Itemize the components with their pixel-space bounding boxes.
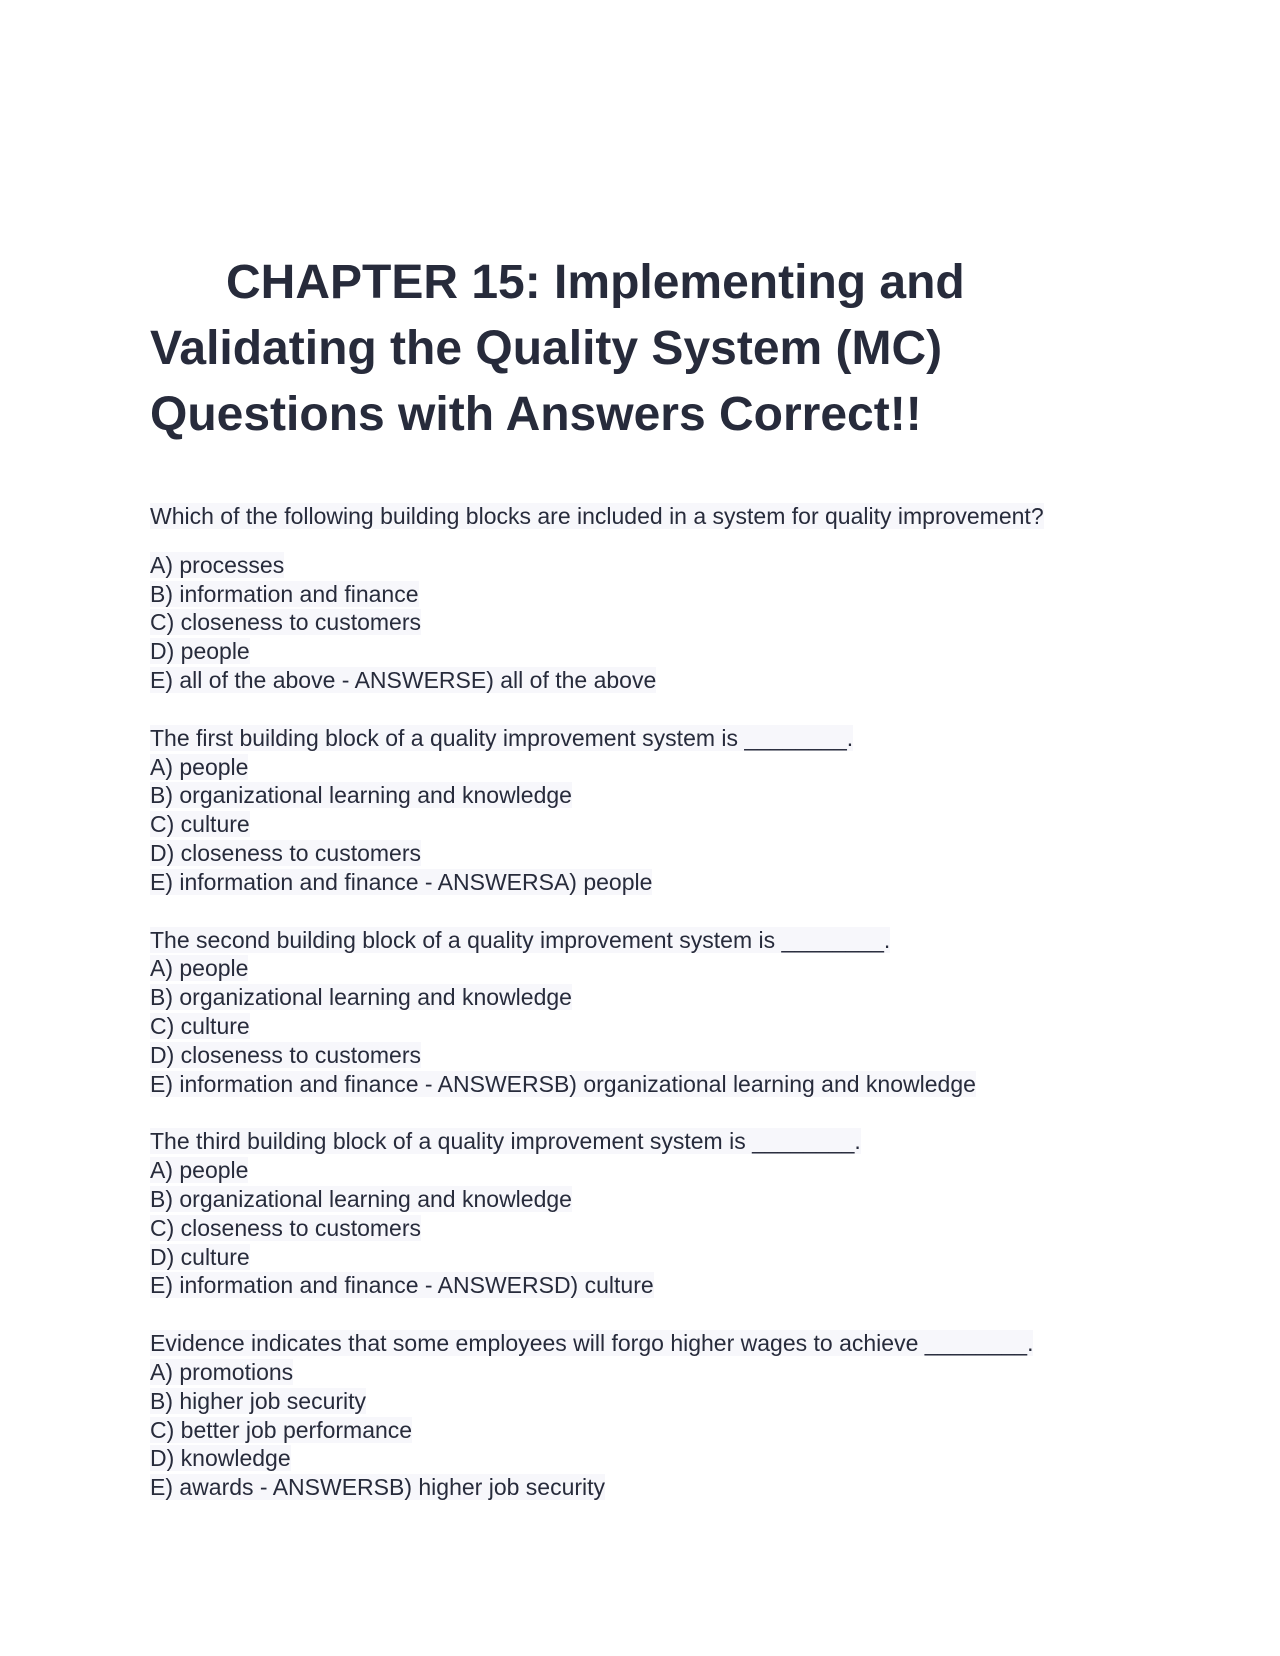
question-block [150,1127,1160,1300]
question-line: The first building block of a quality improvement system is ________. [150,724,854,751]
option-line: B) organizational learning and knowledge [150,1185,572,1212]
option-line: A) people [150,955,249,982]
question-block [150,1329,1160,1502]
answer-line: E) information and finance - ANSWERSB) organizational learning and knowledge [150,1070,976,1097]
spacer [150,1098,1160,1127]
option-line: A) processes [150,551,285,578]
answer-line: E) all of the above - ANSWERSE) all of the above [150,666,657,693]
question-line: The third building block of a quality improvement system is ________. [150,1128,861,1155]
option-line: D) closeness to customers [150,839,421,866]
option-line: A) promotions [150,1358,294,1385]
document-title: CHAPTER 15: Implementing and Validating the Quality System (MC) Questions with Answers Correct!! [150,256,965,441]
option-line: B) information and finance [150,580,419,607]
option-line: D) people [150,638,250,665]
option-line: C) culture [150,1012,250,1039]
spacer [150,897,1160,926]
answer-line: E) information and finance - ANSWERSD) culture [150,1272,654,1299]
options-list [150,551,1160,695]
option-line: D) knowledge [150,1445,291,1472]
option-line: D) culture [150,1243,250,1270]
option-line: A) people [150,1157,249,1184]
question-block [150,502,1160,695]
option-line: C) better job performance [150,1416,413,1443]
option-line: D) closeness to customers [150,1041,421,1068]
spacer [150,1300,1160,1329]
option-line: B) higher job security [150,1387,367,1414]
document-page [150,250,1160,1502]
option-line: C) culture [150,811,250,838]
answer-line: E) awards - ANSWERSB) higher job security [150,1474,606,1501]
option-line: C) closeness to customers [150,609,421,636]
question-text [150,502,1160,531]
option-line: A) people [150,753,249,780]
option-line: C) closeness to customers [150,1214,421,1241]
option-line: B) organizational learning and knowledge [150,984,572,1011]
question-line: The second building block of a quality improvement system is ________. [150,926,891,953]
question-block [150,926,1160,1099]
answer-line: E) information and finance - ANSWERSA) people [150,868,653,895]
spacer [150,695,1160,724]
option-line: B) organizational learning and knowledge [150,782,572,809]
question-block [150,724,1160,897]
question-line: Which of the following building blocks are included in a system for quality improvement? [150,503,1044,529]
question-line: Evidence indicates that some employees will forgo higher wages to achieve ________. [150,1330,1034,1357]
